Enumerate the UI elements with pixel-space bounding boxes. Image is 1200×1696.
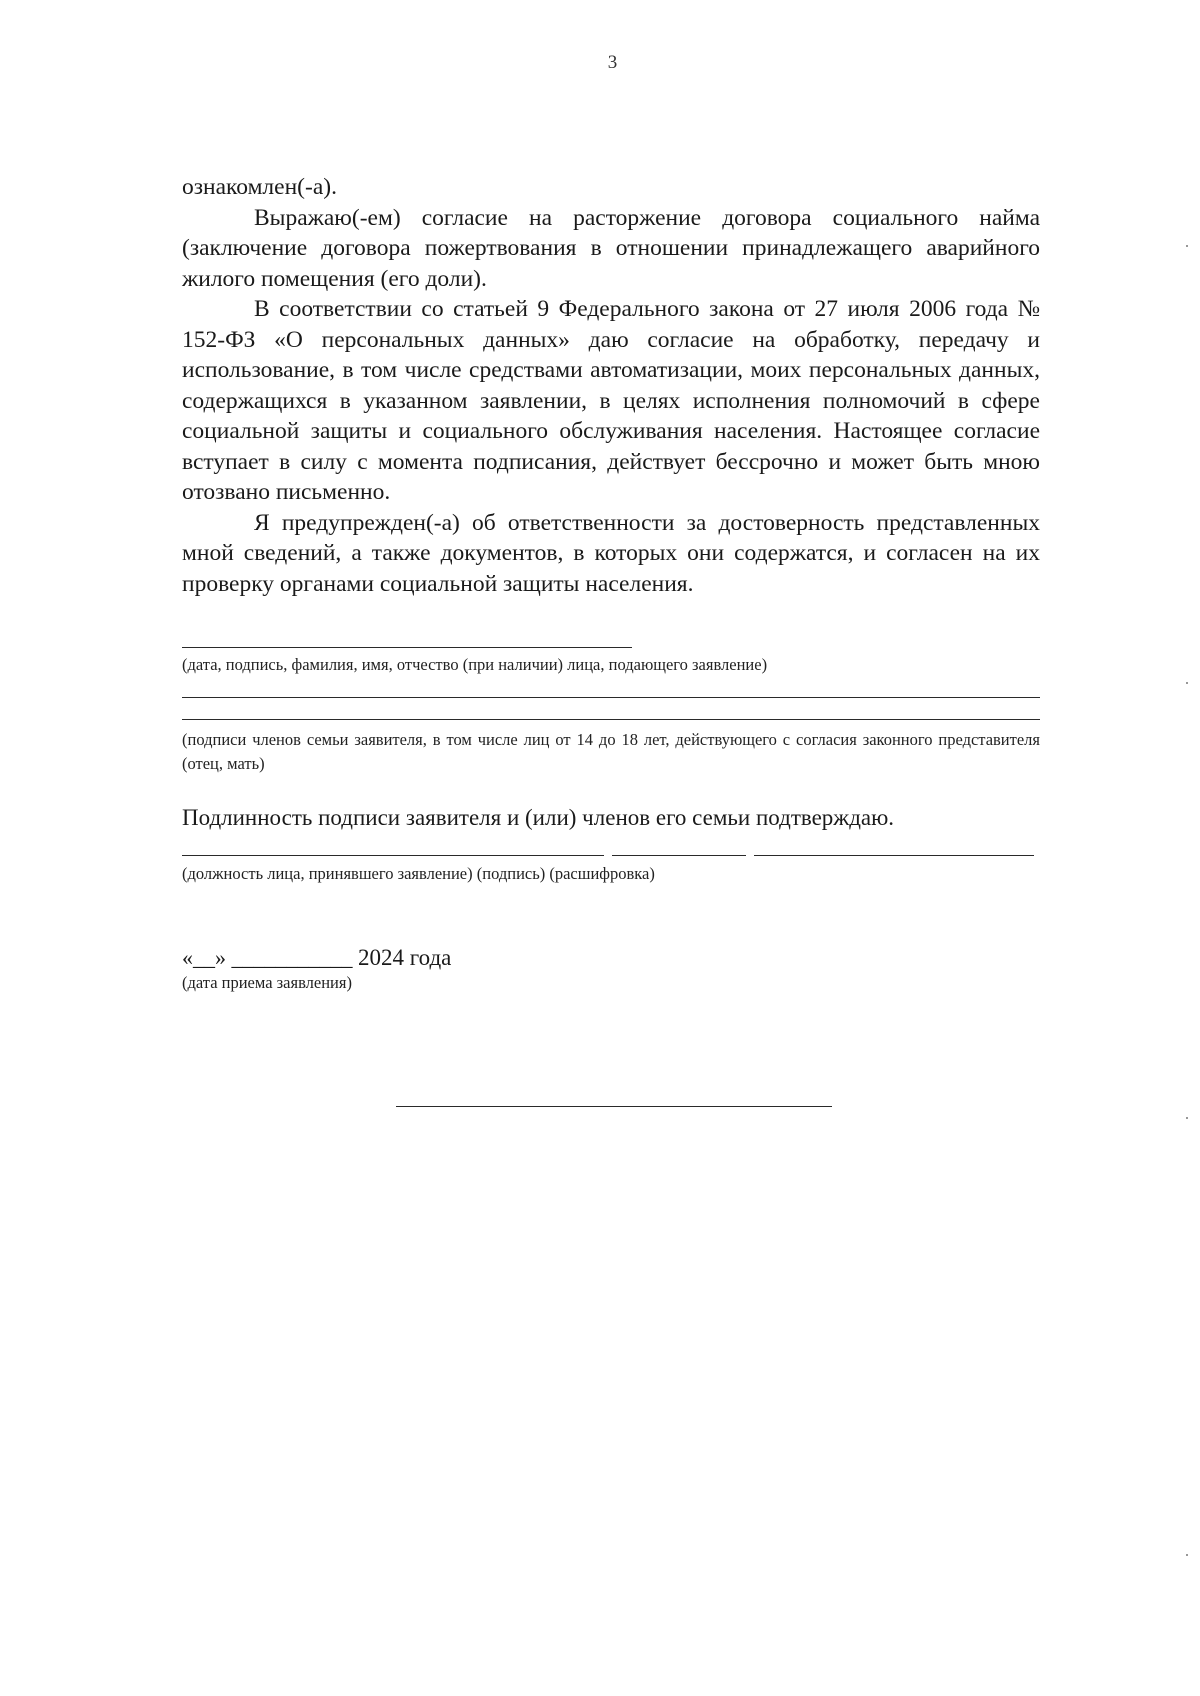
applicant-signature-line[interactable] <box>182 647 632 648</box>
signature-authenticity-confirmation: Подлинность подписи заявителя и (или) членов его семьи подтверждаю. <box>182 805 895 830</box>
acceptance-year: 2024 года <box>358 945 452 970</box>
scan-speck <box>1186 1554 1188 1556</box>
scan-speck <box>1186 245 1188 247</box>
official-signature-caption: (должность лица, принявшего заявление) (подпись) (расшифровка) <box>182 864 655 883</box>
paragraph-responsibility-warning: Я предупрежден(-а) об ответственности за достоверность представленных мной сведений, а также документов, в которых они содержатся, и согласен на их проверку органами социальной защиты населения. <box>182 509 1040 597</box>
acceptance-date-line <box>182 944 451 972</box>
family-signatures-caption: (подписи членов семьи заявителя, в том числе лиц от 14 до 18 лет, действующего с согласия законного представителя (отец, мать) <box>182 730 1040 773</box>
document-end-divider <box>396 1106 832 1107</box>
applicant-signature-caption: (дата, подпись, фамилия, имя, отчество (при наличии) лица, подающего заявление) <box>182 655 768 674</box>
family-signature-line-1[interactable] <box>182 697 1040 698</box>
document-body <box>182 172 1040 599</box>
acceptance-date-caption: (дата приема заявления) <box>182 973 352 992</box>
paragraph-personal-data-consent: В соответствии со статьей 9 Федерального закона от 27 июля 2006 года № 152-ФЗ «О персональных данных» даю согласие на обработку, передачу и использование, в том числе средствами автоматизации, моих персональных данных, содержащихся в указанном заявлении, в целях исполнения полномочий в сфере социальной защиты и социального обслуживания населения. Настоящее согласие вступает в силу с момента подписания, действует бессрочно и может быть мною отозвано письменно. <box>182 296 1040 505</box>
official-signature-line[interactable] <box>612 855 746 856</box>
paragraph-acknowledged: ознакомлен(-а). <box>182 174 337 200</box>
official-name-line[interactable] <box>754 855 1034 856</box>
official-position-line[interactable] <box>182 855 604 856</box>
scan-speck <box>1186 1117 1188 1119</box>
family-signature-line-2[interactable] <box>182 719 1040 720</box>
paragraph-consent-termination: Выражаю(-ем) согласие на расторжение договора социального найма (заключение договора пожертвования в отношении принадлежащего аварийного жилого помещения (его доли). <box>182 204 1040 292</box>
acceptance-month[interactable]: ___________ <box>231 945 353 970</box>
acceptance-day[interactable]: «__» <box>182 945 226 970</box>
scan-speck <box>1186 682 1188 684</box>
page-number: 3 <box>607 52 618 73</box>
